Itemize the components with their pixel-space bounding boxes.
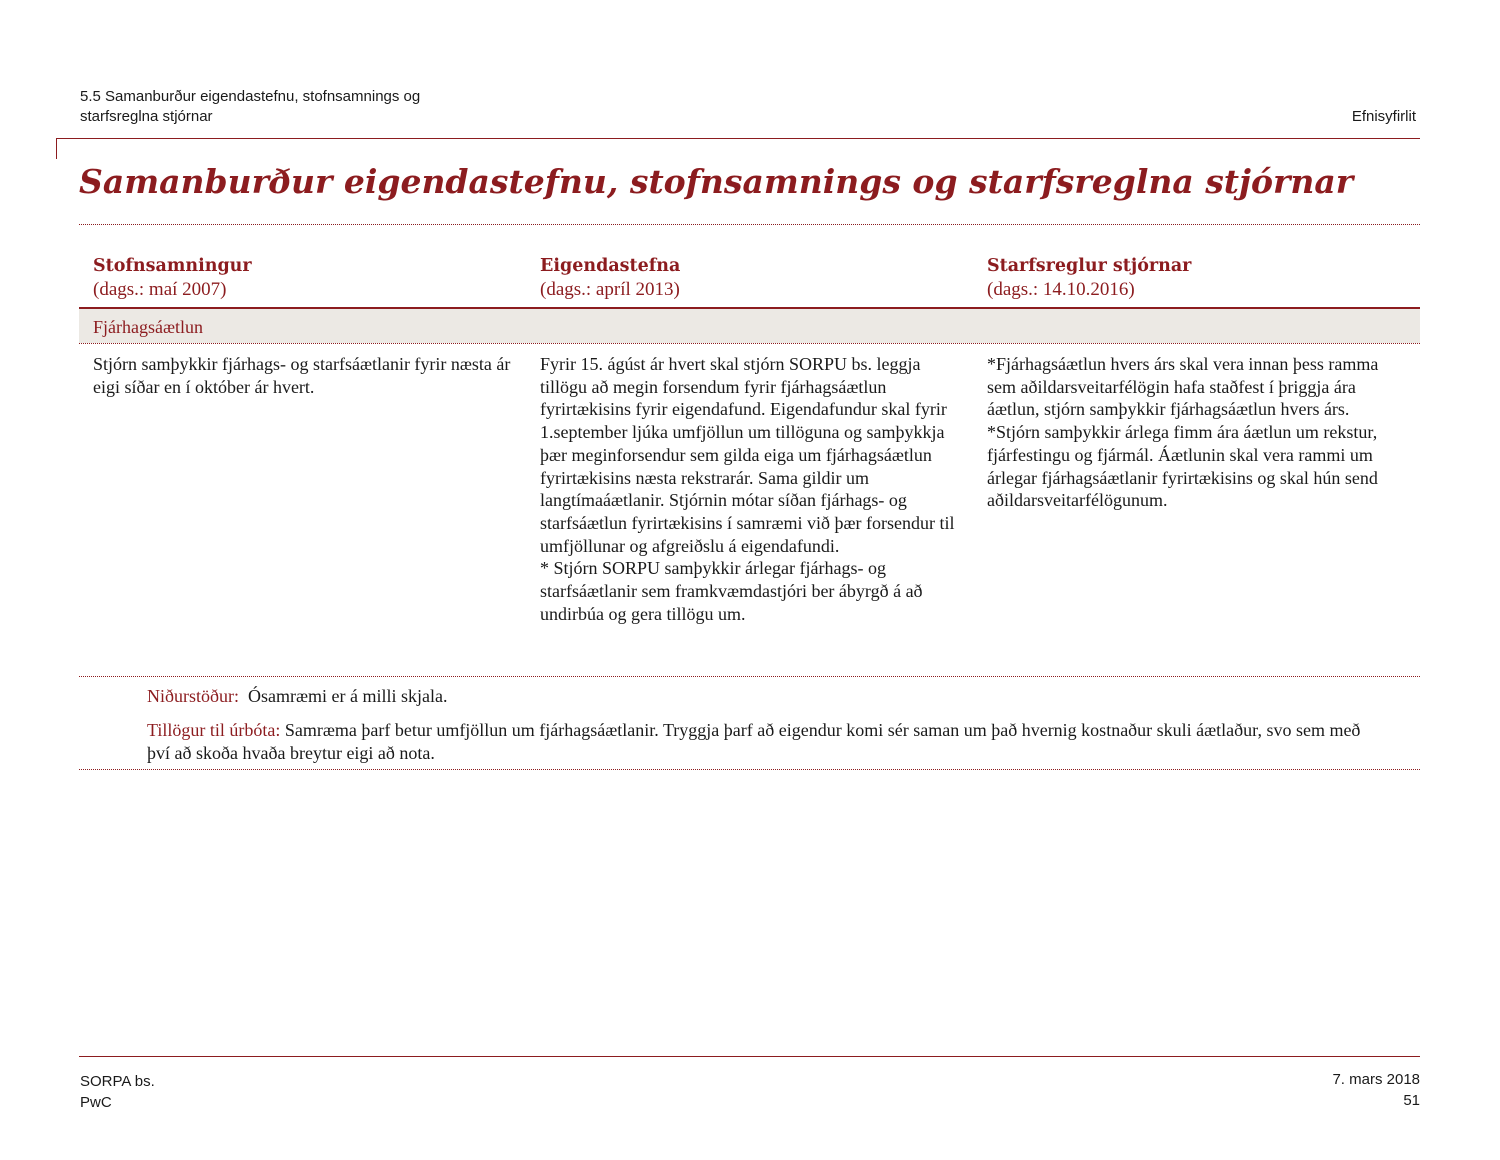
page-number: 51	[1403, 1092, 1420, 1109]
header-corner-mark	[56, 138, 57, 159]
remedy-label: Tillögur til úrbóta:	[147, 720, 281, 740]
footer-author: PwC	[80, 1094, 112, 1111]
cell-paragraph: Stjórn samþykkir fjárhags- og starfsáætlanir fyrir næsta ár eigi síðar en í október ár hvert.	[93, 354, 511, 397]
conclusion-text: Ósamræmi er á milli skjala.	[248, 686, 448, 706]
section-breadcrumb-line1: 5.5 Samanburður eigendastefnu, stofnsamnings og	[80, 88, 421, 105]
cell-starfsreglur	[987, 353, 1397, 512]
page-title: Samanburður eigendastefnu, stofnsamnings og starfsreglna stjórnar	[79, 162, 1354, 201]
column-header-date: (dags.: maí 2007)	[93, 279, 227, 300]
category-label: Fjárhagsáætlun	[93, 317, 203, 337]
findings-divider	[79, 769, 1420, 770]
cell-eigendastefna	[540, 353, 965, 625]
column-header-name: Starfsreglur stjórnar	[987, 256, 1192, 276]
footer-date: 7. mars 2018	[1332, 1071, 1420, 1088]
cell-paragraph: *Stjórn samþykkir árlega fimm ára áætlun um rekstur, fjárfestingu og fjármál. Áætlunin skal vera rammi um árlegar fjárhagsáætlanir fyrirtækisins og skal hún send aðildarsveitarfélögunum.	[987, 422, 1378, 511]
footer-organization: SORPA bs.	[80, 1073, 155, 1090]
section-breadcrumb-line2: starfsreglna stjórnar	[80, 108, 213, 125]
cell-paragraph: Fyrir 15. ágúst ár hvert skal stjórn SORPU bs. leggja tillögu að megin forsendum fyrir fjárhagsáætlun fyrirtækisins fyrir eigendafund. Eigendafundur skal fyrir 1.september ljúka umfjöllun um tillöguna og samþykkja þær meginforsendur sem gilda eiga um fjárhagsáætlun fyrirtækisins næsta rekstrarár. Sama gildir um langtímaáætlanir. Stjórnin mótar síðan fjárhags- og starfsáætlun fyrirtækisins í samræmi við þær forsendur til umfjöllunar og afgreiðslu á eigendafundi.	[540, 354, 955, 556]
remedy-suggestion	[147, 719, 1377, 765]
header-divider	[56, 138, 1420, 139]
conclusion-label: Niðurstöður:	[147, 686, 239, 706]
remedy-text: Samræma þarf betur umfjöllun um fjárhagsáætlanir. Tryggja þarf að eigendur komi sér saman um það hvernig kostnaður skuli áætlaður, svo sem með því að skoða hvaða breytur eigi að nota.	[147, 720, 1361, 763]
cell-paragraph: * Stjórn SORPU samþykkir árlegar fjárhags- og starfsáætlanir sem framkvæmdastjóri ber ábyrgð á að undirbúa og gera tillögu um.	[540, 558, 923, 624]
category-divider	[79, 343, 1420, 344]
cell-stofnsamningur	[93, 353, 518, 398]
column-header-name: Stofnsamningur	[93, 256, 252, 276]
column-header-date: (dags.: 14.10.2016)	[987, 279, 1135, 300]
column-header-name: Eigendastefna	[540, 256, 681, 276]
category-row	[79, 309, 1420, 343]
column-header-eigendastefna	[540, 254, 680, 302]
column-header-starfsreglur	[987, 254, 1191, 302]
column-header-stofnsamningur	[93, 254, 252, 302]
footer-right	[1332, 1069, 1420, 1111]
footer-left	[80, 1071, 155, 1113]
conclusion	[147, 685, 1377, 708]
table-of-contents-link[interactable]: Efnisyfirlit	[1351, 108, 1416, 125]
column-header-date: (dags.: apríl 2013)	[540, 279, 680, 300]
cell-paragraph: *Fjárhagsáætlun hvers árs skal vera innan þess ramma sem aðildarsveitarfélögin hafa staðfest í þriggja ára áætlun, stjórn samþykkir fjárhagsáætlun hvers árs.	[987, 354, 1379, 420]
table-body-divider	[79, 676, 1420, 677]
footer-divider	[79, 1056, 1420, 1057]
section-breadcrumb	[80, 87, 500, 127]
title-divider	[79, 224, 1420, 225]
